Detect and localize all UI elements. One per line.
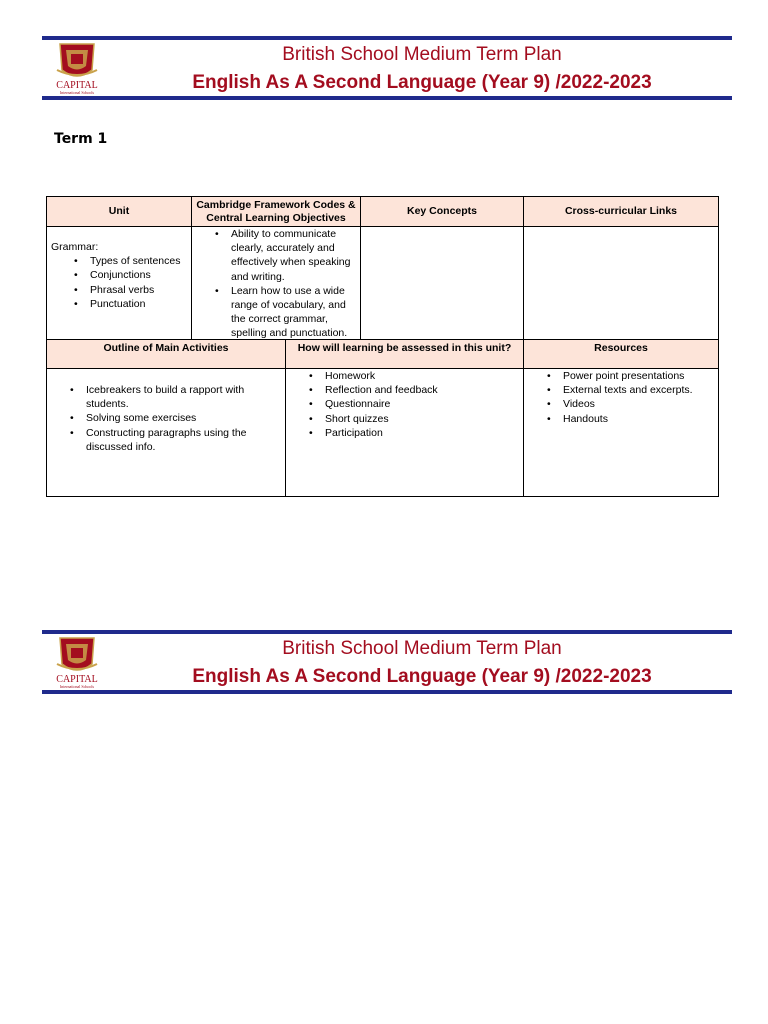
list-item: • Homework (325, 369, 523, 383)
list-item: • Phrasal verbs (90, 283, 189, 297)
table-rule (47, 368, 718, 369)
resources-list (524, 369, 718, 426)
table-rule (360, 197, 361, 340)
header-rule-bottom (42, 690, 732, 694)
assessment-list (286, 369, 523, 440)
key-concepts-cell (361, 227, 523, 339)
svg-text:CAPITAL: CAPITAL (56, 674, 98, 685)
unit-list (51, 254, 189, 311)
header-cross-curricular: Cross-curricular Links (524, 197, 718, 226)
list-item: • Handouts (563, 412, 718, 426)
svg-text:CAPITAL: CAPITAL (56, 80, 98, 91)
header-title-line1: British School Medium Term Plan (282, 638, 562, 659)
activities-list (47, 383, 285, 454)
capital-logo (52, 40, 102, 96)
page-header (42, 36, 732, 100)
list-item: • Participation (325, 426, 523, 440)
list-item: • Videos (563, 397, 718, 411)
unit-cell (51, 240, 189, 340)
header-titles (112, 634, 732, 691)
header-unit: Unit (47, 197, 191, 226)
list-item: • Constructing paragraphs using the discussed info. (86, 426, 265, 454)
term-label: Term 1 (54, 131, 108, 147)
list-item: • Types of sentences (90, 254, 189, 268)
activities-cell (47, 383, 285, 495)
header-titles (112, 40, 732, 97)
list-item: • Icebreakers to build a rapport with students. (86, 383, 265, 411)
header-resources: Resources (524, 340, 718, 368)
list-item: • Punctuation (90, 297, 189, 311)
list-item: • Learn how to use a wide range of vocabulary, and the correct grammar, spelling and punctuation. (231, 284, 356, 339)
list-item: • Reflection and feedback (325, 383, 523, 397)
header-activities: Outline of Main Activities (47, 340, 285, 368)
assessment-cell (286, 369, 523, 495)
list-item: • Power point presentations (563, 369, 718, 383)
list-item: • External texts and excerpts. (563, 383, 718, 397)
svg-text:International Schools: International Schools (59, 90, 95, 95)
list-item: • Conjunctions (90, 268, 189, 282)
plan-table (46, 196, 719, 497)
resources-cell (524, 369, 718, 495)
header-title-line1: British School Medium Term Plan (282, 44, 562, 65)
table-rule (285, 339, 286, 496)
table-rule (191, 197, 192, 340)
header-title-line2: English As A Second Language (Year 9) /2022-2023 (192, 72, 652, 93)
header-assessment: How will learning be assessed in this unit? (286, 340, 523, 368)
header-rule-bottom (42, 96, 732, 100)
list-item: • Solving some exercises (86, 411, 265, 425)
list-item: • Ability to communicate clearly, accurately and effectively when speaking and writing. (231, 227, 356, 284)
table-rule (47, 226, 718, 227)
list-item: • Short quizzes (325, 412, 523, 426)
table-rule (47, 339, 718, 340)
header-objectives: Cambridge Framework Codes & Central Learning Objectives (192, 197, 360, 226)
page-header-2 (42, 630, 732, 694)
svg-text:International Schools: International Schools (59, 684, 95, 689)
list-item: • Questionnaire (325, 397, 523, 411)
objectives-list (192, 227, 360, 339)
objectives-cell (192, 227, 360, 339)
header-title-line2: English As A Second Language (Year 9) /2022-2023 (192, 666, 652, 687)
table-rule (523, 197, 524, 496)
unit-title: Grammar: (51, 241, 99, 253)
header-key-concepts: Key Concepts (361, 197, 523, 226)
cross-curricular-cell (524, 227, 718, 339)
capital-logo (52, 634, 102, 690)
